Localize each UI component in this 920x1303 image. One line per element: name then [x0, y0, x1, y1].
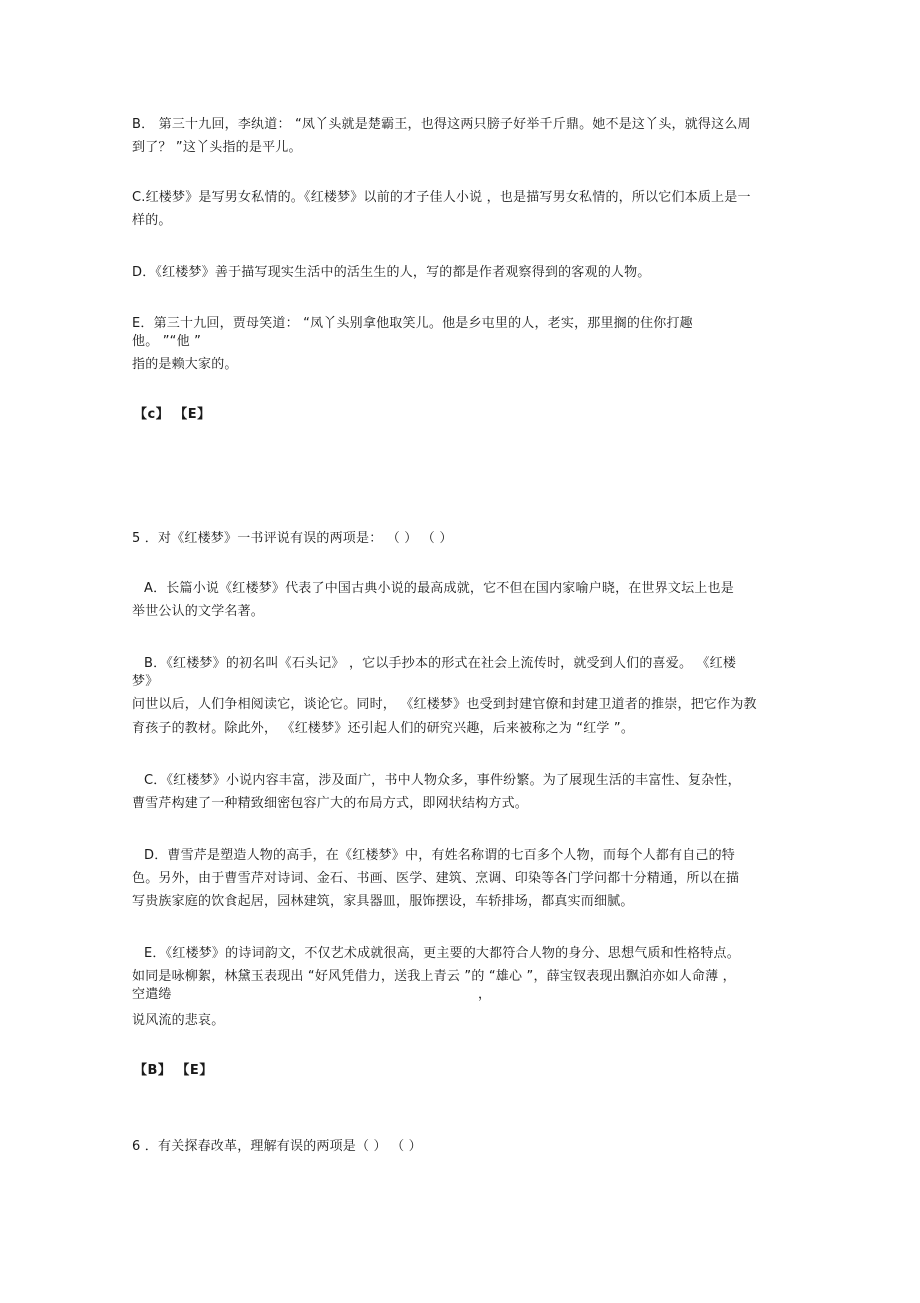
q5-option-e-line-3a: 空遣绻 [132, 987, 172, 1002]
q5-option-b-line-1: B．《红楼梦》的初名叫《石头记》 ，它以手抄本的形式在社会上流传时，就受到人们的喜爱。 《红楼 [144, 656, 737, 671]
q5-option-e-line-1: E．《红楼梦》的诗词韵文，不仅艺术成就很高，更主要的大都符合人物的身分、思想气质和性格特点。 [144, 946, 740, 961]
q5-option-e-line-2: 如同是咏柳絮，林黛玉表现出 “好风凭借力，送我上青云 ”的 “雄心 ”，薛宝钗表现出飘泊亦如人命薄 ， [132, 969, 736, 984]
q5-option-a-line-2: 举世公认的文学名著。 [132, 604, 265, 619]
option-c-line-2: 样的。 [132, 213, 172, 228]
q5-option-c-line-1: C．《红楼梦》小说内容丰富，涉及面广，书中人物众多，事件纷繁。为了展现生活的丰富性、复杂性， [144, 773, 741, 788]
option-c-line-1: C.红楼梦》是写男女私情的。《红楼梦》以前的才子佳人小说 ，也是描写男女私情的，所以它们本质上是一 [132, 190, 751, 205]
q5-option-b-line-3: 问世以后，人们争相阅读它，谈论它。同时， 《红楼梦》也受到封建官僚和封建卫道者的推崇，把它作为教 [132, 697, 757, 712]
question-5-stem: 5 ．对《红楼梦》一书评说有误的两项是： （ ） （ ） [132, 531, 453, 546]
answer-q5: 【B】 【E】 [134, 1063, 213, 1078]
question-6-stem: 6 ．有关探春改革，理解有误的两项是（ ） （ ） [132, 1139, 422, 1154]
option-b-line-1: B． 第三十九回，李纨道： “凤丫头就是楚霸王，也得这两只膀子好举千斤鼎。她不是这丫头，就得这么周 [132, 117, 751, 132]
q5-option-d-line-2: 色。另外，由于曹雪芹对诗词、金石、书画、医学、建筑、烹调、印染等各门学问都十分精通，所以在描 [132, 871, 740, 886]
q5-option-b-line-4: 育孩子的教材。除此外， 《红楼梦》还引起人们的研究兴趣，后来被称之为 “红学 ”。 [132, 721, 635, 736]
q5-option-d-line-1: D．曹雪芹是塑造人物的高手，在《红楼梦》中，有姓名称谓的七百多个人物，而每个人都有自己的特 [144, 848, 736, 863]
q5-option-a-line-1: A．长篇小说《红楼梦》代表了中国古典小说的最高成就，它不但在国内家喻户晓，在世界文坛上也是 [144, 581, 734, 596]
q5-option-c-line-2: 曹雪芹构建了一种精致细密包容广大的布局方式，即网状结构方式。 [132, 796, 529, 811]
q5-option-e-line-4: 说风流的悲哀。 [132, 1013, 225, 1028]
answer-prev: 【c】 【E】 [134, 407, 211, 422]
option-e-line-3: 指的是赖大家的。 [132, 357, 238, 372]
q5-option-b-line-2: 梦》 [132, 674, 159, 689]
q5-option-d-line-3: 写贵族家庭的饮食起居，园林建筑，家具器皿，服饰摆设，车轿排场，都真实而细腻。 [132, 894, 634, 909]
q5-option-e-line-3b: ， [478, 987, 492, 1002]
option-e-line-1: E．第三十九回，贾母笑道： “凤丫头别拿他取笑儿。他是乡屯里的人，老实，那里搁的住你打趣 [132, 316, 693, 331]
option-d-line-1: D．《红楼梦》善于描写现实生活中的活生生的人，写的都是作者观察得到的客观的人物。 [132, 265, 651, 280]
option-b-line-2: 到了？ ”这丫头指的是平儿。 [132, 140, 302, 155]
option-e-line-2: 他。 ”“他 ” [132, 334, 202, 349]
